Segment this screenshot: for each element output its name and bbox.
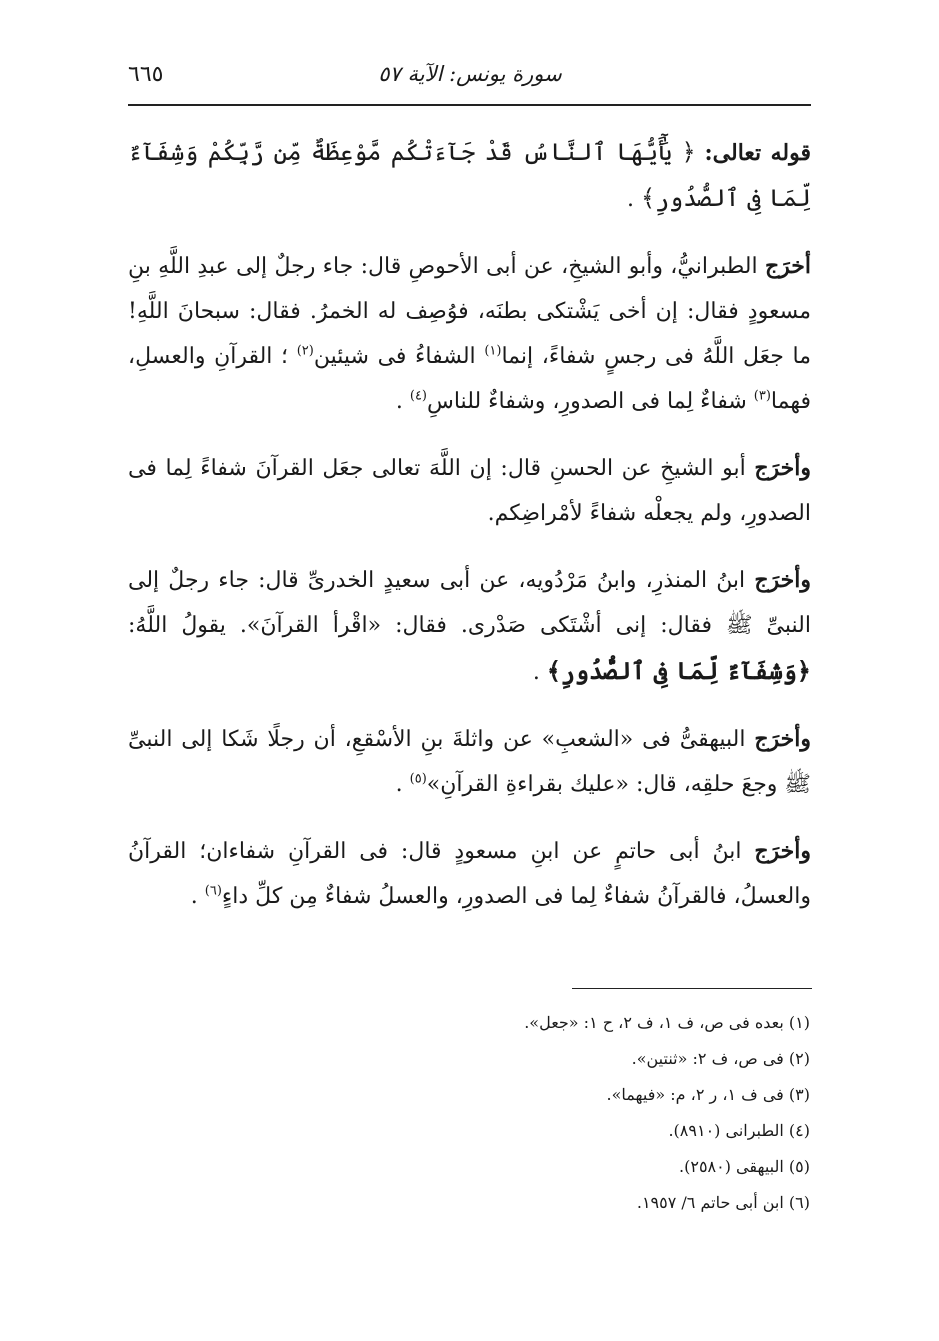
paragraph-lead: وأخرَج [754,455,811,481]
paragraph-narration-4 [128,717,811,807]
footnote: (٥) البيهقى (٢٥٨٠). [679,1157,810,1176]
paragraph-lead: قوله تعالى: [704,140,812,166]
paragraph-end: . [190,884,198,909]
paragraph-narration-1 [128,244,811,424]
paragraph-end: . [627,187,635,212]
paragraph-narration-3 [128,558,811,695]
paragraph-lead: وأخرَج [754,567,811,593]
paragraph-narration-2 [128,446,811,536]
paragraph-narration-5 [128,829,811,919]
footnote: (٤) الطبرانى (٨٩١٠). [668,1121,810,1140]
quran-verse: ﴿ يَٰٓأَيُّهَا ٱلنَّاسُ قَدْ جَآءَتْكُم مَّوْعِظَةٌ مِّن رَّبِّكُمْ وَشِفَآءٌ لِّمَا فِى ٱلصُّدُورِ﴾ [128,138,811,212]
footnote-marker: (٦) [204,883,222,899]
paragraph-end: . [395,772,403,797]
paragraph-text: أبو الشيخِ عن الحسنِ قال: إن اللَّهَ تعالى جعَل القرآنَ شفاءً لِما فى الصدورِ، ولم يجعلْه شفاءً لأمْراضِكم. [128,456,811,526]
paragraph-lead: وأخرَج [754,838,811,864]
header-rule [128,104,811,106]
body-text [128,130,811,941]
paragraph-lead: أخرَج [764,253,811,279]
footnote-marker: (٥) [409,771,427,787]
running-title: سورة يونس: الآية ٥٧ [378,62,562,86]
paragraph-end: . [532,660,540,685]
footnote: (٦) ابن أبى حاتم ٦/ ١٩٥٧. [636,1193,810,1212]
footnote-marker: (٣) [753,388,771,404]
footnote-marker: (٤) [409,388,427,404]
paragraph-verse [128,130,811,222]
footnote: (١) بعده فى ص، ف ١، ف ٢، ح ١: «جعل». [524,1013,810,1032]
footnotes [360,1005,810,1221]
paragraph-text: ابنُ المنذرِ، وابنُ مَرْدُويه، عن أبى سعيدٍ الخدرىِّ قال: جاء رجلٌ إلى النبىِّ ﷺ فقال: إنى أشْتَكى صَدْرى. فقال: «اقْرأ القرآنَ». يقولُ اللَّهُ: [128,568,811,638]
footnote-marker: (١) [484,343,502,359]
quran-verse: ﴿وَشِفَآءٌ لِّمَا فِى ٱلصُّدُورِ﴾ [546,656,811,685]
paragraph-lead: وأخرَج [754,726,811,752]
paragraph-text: ؛ القرآنِ والعسلِ، فهما [128,344,811,414]
footnote: (٣) فى ف ١، ر ٢، م: «فيهما». [606,1085,810,1104]
footnote-rule [572,988,812,989]
paragraph-text: ابنُ أبى حاتمٍ عن ابنِ مسعودٍ قال: فى القرآنِ شفاءان؛ القرآنُ والعسلُ، فالقرآنُ شفاءٌ لِما فى الصدورِ، والعسلُ شفاءٌ مِن كلِّ داءٍ [128,839,811,909]
paragraph-text: شفاءٌ لِما فى الصدورِ، وشفاءٌ للناسِ [427,389,747,414]
paragraph-text: البيهقىُّ فى «الشعبِ» عن واثلةَ بنِ الأسْقعِ، أن رجلًا شَكا إلى النبىِّ ﷺ وجعَ حلقِه، قال: «عليك بقراءةِ القرآنِ» [128,727,811,797]
paragraph-text: الطبرانيُّ، وأبو الشيخِ، عن أبى الأحوصِ قال: جاء رجلٌ إلى عبدِ اللَّهِ بنِ مسعودٍ فقال: إن أخى يَشْتكى بطنَه، فوُصِف له الخمرُ. فقال: سبحانَ اللَّهِ! ما جعَل اللَّهُ فى رجسٍ شفاءً، إنما [128,254,812,369]
footnote-marker: (٢) [296,343,314,359]
paragraph-text: الشفاءُ فى شيئين [313,344,476,369]
paragraph-end: . [395,389,403,414]
page-number: ٦٦٥ [128,62,164,87]
footnote: (٢) فى ص، ف ٢: «ثنتين». [631,1049,810,1068]
